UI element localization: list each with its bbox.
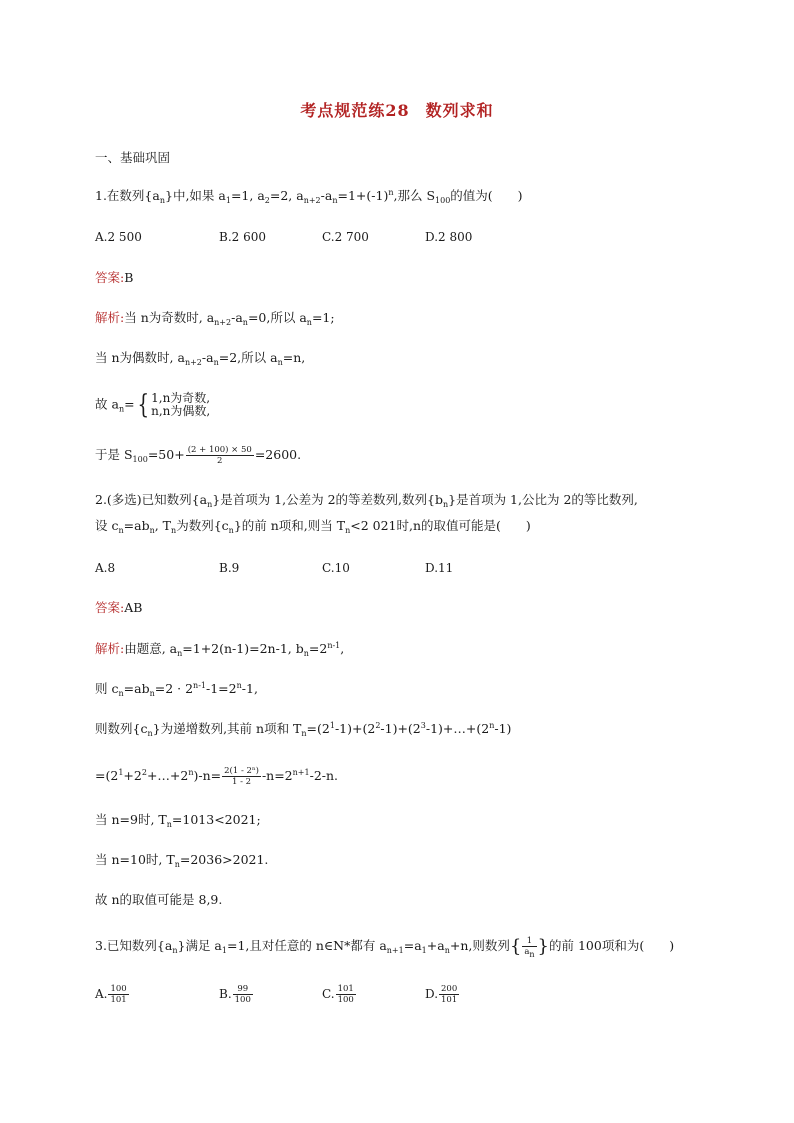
q1-analysis-3: 故 $a_n=${ 1,n为奇数, n,n为偶数, xyxy=(95,390,211,420)
q3-option-c: C. $\frac{101}{100}$ xyxy=(322,984,354,1005)
q1-analysis-4: 于是 $S_{100}=50+$ $\frac{(2 + 100) \times 50}{2}$ =2600. xyxy=(95,445,302,466)
sum-fraction: $\frac{(2 + 100) \times 50}{2}$ xyxy=(187,445,252,466)
q3-option-a: A. $\frac{100}{101}$ xyxy=(95,984,127,1005)
q1-option-d: D.2 800 xyxy=(425,230,473,244)
page-title xyxy=(0,98,794,121)
q1-option-a: A.2 500 xyxy=(95,230,142,244)
q2-analysis-6: 当 n=10时, $T_n=2036>2021$. xyxy=(95,852,269,869)
title-topic: 数列求和 xyxy=(425,101,494,120)
reciprocal-fraction: $\frac{1}{a_n}$ xyxy=(524,936,535,959)
section-heading: 一、基础巩固 xyxy=(95,150,171,165)
geometric-sum-fraction: $\frac{\text{2(1 - 2ⁿ)}}{1 - 2}$ xyxy=(224,766,259,787)
q2-analysis-5: 当 n=9时, $T_n=1013<2021$; xyxy=(95,812,261,829)
q1-stem: 1.在数列$\{a_n\}$中,如果 $a_1=1$, $a_2=2$, $a_{n+2}-a_n=1+(-1)^n$,那么 $S_{100}$的值为( ) xyxy=(95,188,523,205)
q2-option-a: A.8 xyxy=(95,561,116,575)
q1-option-b: B.2 600 xyxy=(219,230,266,244)
piecewise-cases: 1,n为奇数, n,n为偶数, xyxy=(151,391,211,418)
q2-option-d: D.11 xyxy=(425,561,454,575)
q1-option-c: C.2 700 xyxy=(322,230,369,244)
q3-stem: 3.已知数列$\{a_n\}$满足 $a_1=1$,且对任意的 n∈N*都有 $a_{n+1}=a_1+a_n+n$,则数列{ $\frac{1}{a_n}$ }的前 100项和为( ) xyxy=(95,935,675,959)
left-brace: { xyxy=(137,390,149,420)
q2-answer: 答案:AB xyxy=(95,600,143,615)
q1-analysis-1: 解析:当 n为奇数时, $a_{n+2}-a_n=0$,所以 $a_n=1$; xyxy=(95,310,335,327)
q2-stem-2: 设 $c_n=ab_n$, $T_n$为数列$\{c_n\}$的前 n项和,则当 $T_n<2$ 021时,n的取值可能是( ) xyxy=(95,518,531,535)
q2-option-b: B.9 xyxy=(219,561,240,575)
q3-option-d: D. $\frac{200}{101}$ xyxy=(425,984,458,1005)
q2-stem-1: 2.(多选)已知数列$\{a_n\}$是首项为 1,公差为 2的等差数列,数列$\{b_n\}$是首项为 1,公比为 2的等比数列, xyxy=(95,492,638,509)
q2-analysis-1: 解析:由题意, $a_n=1+2(n-1)=2n-1$, $b_n=2^{n-1}$, xyxy=(95,641,345,658)
q2-option-c: C.10 xyxy=(322,561,350,575)
q3-option-b: B. $\frac{99}{100}$ xyxy=(219,984,251,1005)
q1-answer: 答案:B xyxy=(95,270,134,285)
q2-analysis-2: 则 $c_n=ab_n=2 \cdot 2^{n-1}-1=2^n-1$, xyxy=(95,681,258,698)
q2-analysis-4: $=(2^1+2^2+\dots+2^n)-n=$ $\frac{\text{2(1 - 2ⁿ)}}{1 - 2}$ $-n=2^{n+1}-2-n$. xyxy=(95,766,339,787)
q1-analysis-2: 当 n为偶数时, $a_{n+2}-a_n=2$,所以 $a_n=n$, xyxy=(95,350,306,367)
q2-analysis-7: 故 n的取值可能是 8,9. xyxy=(95,892,223,907)
q2-analysis-3: 则数列$\{c_n\}$为递增数列,其前 n项和 $T_n=(2^1-1)+(2^2-1)+(2^3-1)+\dots+(2^n-1)$ xyxy=(95,721,512,738)
title-number: 考点规范练28 xyxy=(300,101,410,120)
